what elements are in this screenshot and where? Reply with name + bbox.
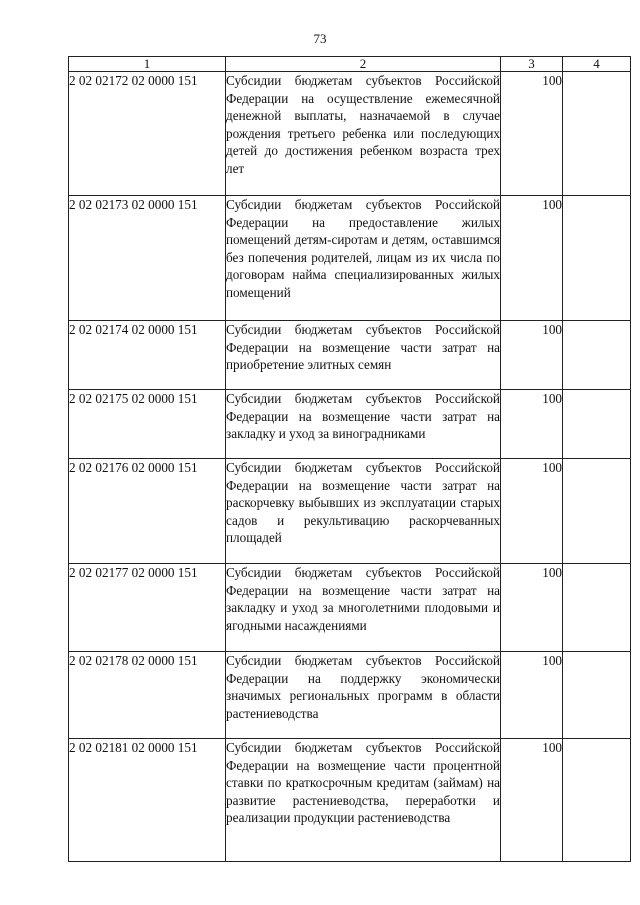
- row-col4: [563, 564, 631, 652]
- row-description: Субсидии бюджетам субъектов Российской Федерации на возмещение части затрат на приобретение элитных семян: [226, 321, 501, 390]
- table-row: [69, 196, 631, 321]
- row-col4: [563, 390, 631, 459]
- budget-table: [68, 56, 631, 862]
- table-row: [69, 739, 631, 862]
- row-description: Субсидии бюджетам субъектов Российской Федерации на предоставление жилых помещений детям-сиротам и детям, оставшимся без попечения родителей, лицам из их числа по договорам найма специализированных жилых помещений: [226, 196, 501, 321]
- column-header-4: 4: [563, 57, 631, 72]
- row-value: 100: [501, 652, 563, 739]
- row-value: 100: [501, 390, 563, 459]
- row-value: 100: [501, 459, 563, 564]
- table-row: [69, 321, 631, 390]
- row-value: 100: [501, 196, 563, 321]
- row-value: 100: [501, 72, 563, 196]
- row-description: Субсидии бюджетам субъектов Российской Федерации на возмещение части затрат на закладку и уход за многолетними плодовыми и ягодными насаждениями: [226, 564, 501, 652]
- table-row: [69, 564, 631, 652]
- row-col4: [563, 459, 631, 564]
- row-description: Субсидии бюджетам субъектов Российской Федерации на возмещение части затрат на раскорчевку выбывших из эксплуатации старых садов и рекультивацию раскорчеванных площадей: [226, 459, 501, 564]
- row-code: 2 02 02175 02 0000 151: [69, 390, 226, 459]
- row-description: Субсидии бюджетам субъектов Российской Федерации на возмещение части процентной ставки по краткосрочным кредитам (займам) на развитие растениеводства, переработки и реализации продукции растениеводства: [226, 739, 501, 862]
- table-row: [69, 72, 631, 196]
- row-value: 100: [501, 739, 563, 862]
- row-value: 100: [501, 321, 563, 390]
- row-value: 100: [501, 564, 563, 652]
- column-header-3: 3: [501, 57, 563, 72]
- row-description: Субсидии бюджетам субъектов Российской Федерации на возмещение части затрат на закладку и уход за виноградниками: [226, 390, 501, 459]
- row-code: 2 02 02172 02 0000 151: [69, 72, 226, 196]
- row-col4: [563, 652, 631, 739]
- row-code: 2 02 02173 02 0000 151: [69, 196, 226, 321]
- row-code: 2 02 02174 02 0000 151: [69, 321, 226, 390]
- page-number: 73: [313, 31, 327, 46]
- row-description: Субсидии бюджетам субъектов Российской Федерации на поддержку экономически значимых региональных программ в области растениеводства: [226, 652, 501, 739]
- row-col4: [563, 72, 631, 196]
- row-col4: [563, 739, 631, 862]
- row-col4: [563, 196, 631, 321]
- table-row: [69, 459, 631, 564]
- column-header-2: 2: [226, 57, 501, 72]
- row-description: Субсидии бюджетам субъектов Российской Федерации на осуществление ежемесячной денежной выплаты, назначаемой в случае рождения третьего ребенка или последующих детей до достижения ребенком возраста трех лет: [226, 72, 501, 196]
- row-code: 2 02 02176 02 0000 151: [69, 459, 226, 564]
- table-row: [69, 652, 631, 739]
- row-code: 2 02 02178 02 0000 151: [69, 652, 226, 739]
- table-row: [69, 390, 631, 459]
- row-code: 2 02 02177 02 0000 151: [69, 564, 226, 652]
- row-col4: [563, 321, 631, 390]
- table-header-row: [69, 57, 631, 72]
- row-code: 2 02 02181 02 0000 151: [69, 739, 226, 862]
- column-header-1: 1: [69, 57, 226, 72]
